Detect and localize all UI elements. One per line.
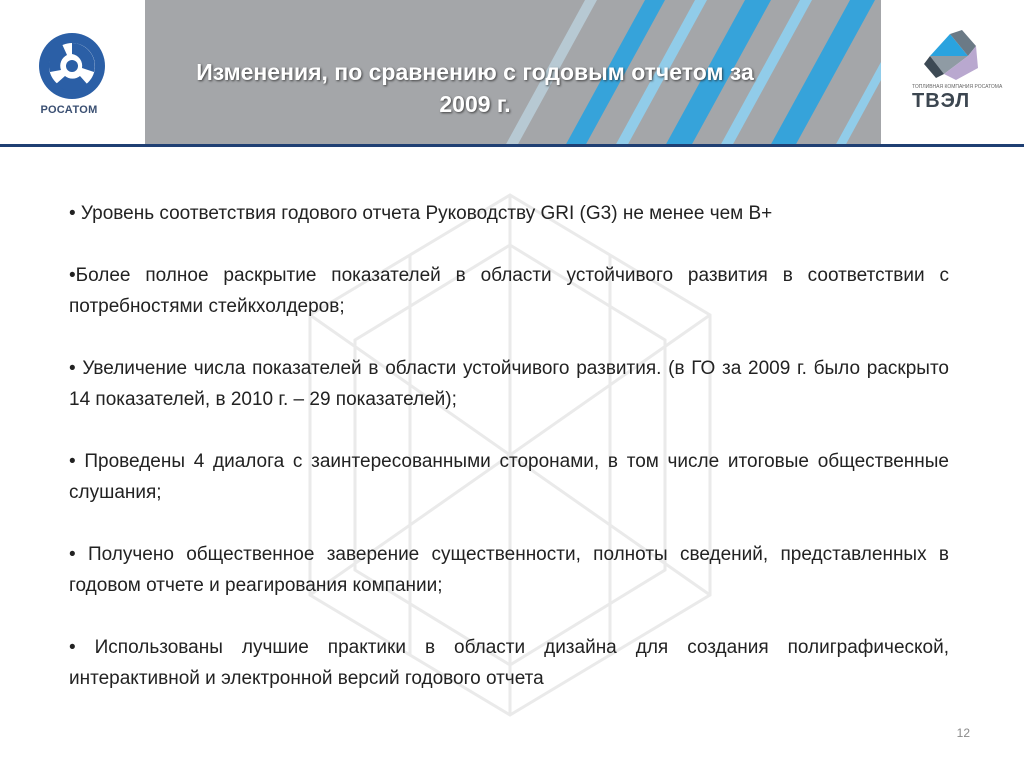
bullet-item: • Использованы лучшие практики в области дизайна для создания полиграфической, интерактивной и электронной версий годового отчета — [69, 637, 949, 689]
bullet-item: • Увеличение числа показателей в области устойчивого развития. (в ГО за 2009 г. было раскрыто 14 показателей, в 2010 г. – 29 показателей); — [69, 358, 949, 410]
tvel-logo-caption: ТОПЛИВНАЯ КОМПАНИЯ РОСАТОМА — [912, 84, 1003, 90]
header-rule — [0, 144, 1024, 147]
bullet-item: •Более полное раскрытие показателей в области устойчивого развития в соответствии с потребностями стейкхолдеров; — [69, 265, 949, 317]
rosatom-logo-label: РОСАТОМ — [40, 104, 98, 116]
bullet-item: • Проведены 4 диалога с заинтересованными сторонами, в том числе итоговые общественные слушания; — [69, 451, 949, 503]
page-title-line-2: 2009 г. — [439, 91, 511, 117]
bullet-item: • Получено общественное заверение существенности, полноты сведений, представленных в годовом отчете и реагирования компании; — [69, 544, 949, 596]
page-title-line-1: Изменения, по сравнению с годовым отчетом за — [196, 59, 754, 85]
bullet-item: • Уровень соответствия годового отчета Руководству GRI (G3) не менее чем В+ — [69, 203, 773, 224]
page-number: 12 — [956, 726, 970, 740]
page-title — [145, 56, 805, 120]
bullet-list — [69, 198, 949, 725]
slide-header — [0, 0, 1024, 148]
tvel-logo-label: ТВЭЛ — [912, 90, 971, 112]
